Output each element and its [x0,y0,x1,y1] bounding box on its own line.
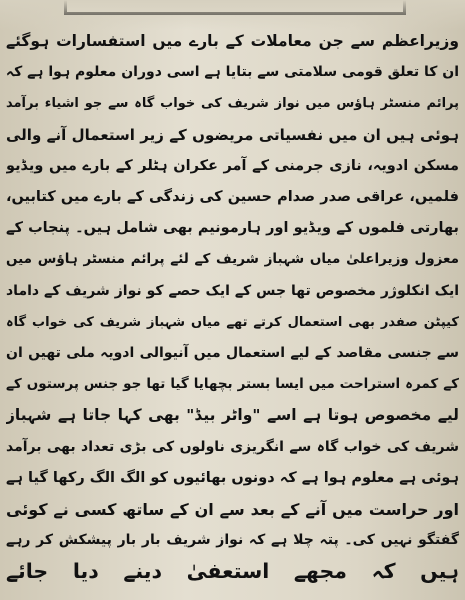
article-line: فلمیں، عراقی صدر صدام حسین کی زندگی کے بارے میں کتابیں، [6,189,459,206]
article-line: وزیراعظم سے جن معاملات کے بارے میں استفسارات ہوگئے [6,32,459,50]
article-line: ان کا تعلق قومی سلامتی سے بتایا ہے اسی دوران معلوم ہوا ہے کہ [6,64,459,81]
article-line: کے کمرہ استراحت میں ایسا بستر بچھایا گیا تھا جو جنس پرستوں کے [6,376,459,393]
article-line: ہیں کہ مجھے استعفیٰ دینے دیا جائے [6,559,459,584]
article-line: مسکن ادویہ، نازی جرمنی کے آمر عکران ہٹلر کے بارے میں ویڈیو [6,157,459,174]
article-line: بھارتی فلموں کے ویڈیو اور ہارمونیم بھی شامل ہیں۔ پنجاب کے [6,220,459,237]
article-line: معزول وزیراعلیٰ میاں شہباز شریف کے لئے پرائم منسٹر ہاؤس میں [6,251,459,268]
article-line: کیپٹن صفدر بھی استعمال کرتے تھے میاں شہباز شریف کی خواب گاہ [6,314,459,330]
article-line: سے جنسی مقاصد کے لیے استعمال میں آنیوالی ادویہ ملی تھیں ان [6,345,459,362]
article-line: گفتگو نہیں کی۔ پتہ چلا ہے کہ نواز شریف بار بار پیشکش کر رہے [6,532,459,549]
article-line: ایک انکلوژر مخصوص تھا جس کے ایک حصے کو نواز شریف کے داماد [6,282,459,299]
article-line: لیے مخصوص ہوتا ہے اسے "واٹر بیڈ" بھی کہا جاتا ہے شہباز [6,406,459,425]
article-body [6,26,459,588]
article-line: اور حراست میں آنے کے بعد سے ان کے ساتھ کسی نے کوئی [6,500,459,520]
article-line: شریف کی خواب گاہ سے انگریزی ناولوں کی بڑی تعداد بھی برآمد [6,438,459,455]
headline-box-border [64,0,406,15]
article-line: ہوئی ہے معلوم ہوا ہے کہ دونوں بھائیوں کو الگ الگ رکھا گیا ہے [6,469,459,486]
article-line: ہوئی ہیں ان میں نفسیاتی مریضوں کے زیر استعمال آنے والی [6,125,459,144]
article-line: پرائم منسٹر ہاؤس میں نواز شریف کی خواب گاہ سے جو اشیاء برآمد [6,96,459,112]
